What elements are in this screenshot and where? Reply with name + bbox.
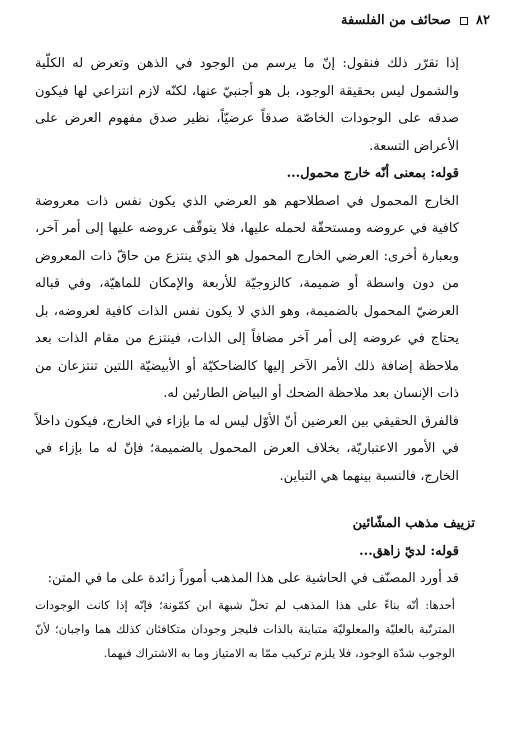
small-print-block	[35, 593, 475, 665]
section-title: تزييف مذهب المشّائين	[352, 516, 475, 531]
paragraph-2: الخارج المحمول في اصطلاحهم هو العرضي الذي يكون نفس ذات معروضة كافية في عروضه ومستحقّة لحمله عليها، فلا يتوقّف عروضه عليها إلى أمر آخر، وبعبارة أخرى: العرضي الخارج المحمول هو الذي ينتزع من حاقّ ذات المعروض من دون واسطة أو ضميمة، كالزوجيّة للأربعة والإمكان للماهيّة، وفي قباله العرضيّ المحمول بالضميمة، وهو الذي لا يكون نفس الذات كافية لعروضه، بل يحتاج في عروضه إلى أمر آخر مضافاً إلى الذات، فينتزع من مقام الذات بعد ملاحظة إضافة ذلك الأمر الآخر إليها كالضاحكيّة أو الأبيضيّة اللتين تنتزعان من ذات الإنسان بعد ملاحظة الضحك أو البياض الطارئين له.	[35, 193, 459, 401]
quote-heading-2: قوله: لديّ زاهق...	[359, 543, 459, 559]
paragraph-3: فالفرق الحقيقي بين العرضين أنّ الأوّل ليس له ما بإزاء في الخارج، فيكون داخلاً في الأمور الاعتباريّة، بخلاف العرض المحمول بالضميمة؛ فإنّ له ما بإزاء في الخارج، فالنسبة بينهما هي التباين.	[35, 413, 459, 484]
page-body	[35, 50, 475, 665]
running-header	[341, 13, 490, 28]
section-spacer	[35, 490, 475, 510]
square-separator-icon	[460, 17, 468, 25]
paragraph-5: أحدها: أنّه بناءً على هذا المذهب لم تحلّ شبهة ابن كمّونة؛ فإنّه إذا كانت الوجودات المترتّبة بالعليّة والمعلوليّة متباينة بالذات فليجز وجودان متكافئان كذلك هما واجبان؛ لأنّ الوجوب شدّة الوجود، فلا يلزم تركيب ممّا به الامتياز وما به الاشتراك فيهما.	[35, 597, 455, 660]
quote-heading-1: قوله: بمعنى أنّه خارج محمول...	[286, 166, 459, 181]
page-number: ٨٢	[476, 13, 490, 28]
running-title: صحائف من الفلسفة	[340, 13, 451, 28]
paragraph-4: قد أورد المصنّف في الحاشية على هذا المذهب أموراً زائدة على ما في المتن:	[47, 571, 459, 586]
paragraph-1: إذا تقرّر ذلك فنقول: إنّ ما يرسم من الوجود في الذهن وتعرض له الكلّية والشمول ليس بحقيقة الوجود، بل هو أجنبيّ عنها، لكنّه لازم انتزاعي لها فيكون صدقه على الوجودات الخاصّة صدقاً عرضيّاً، نظير صدق مفهوم العرض على الأعراض التسعة.	[35, 56, 459, 154]
